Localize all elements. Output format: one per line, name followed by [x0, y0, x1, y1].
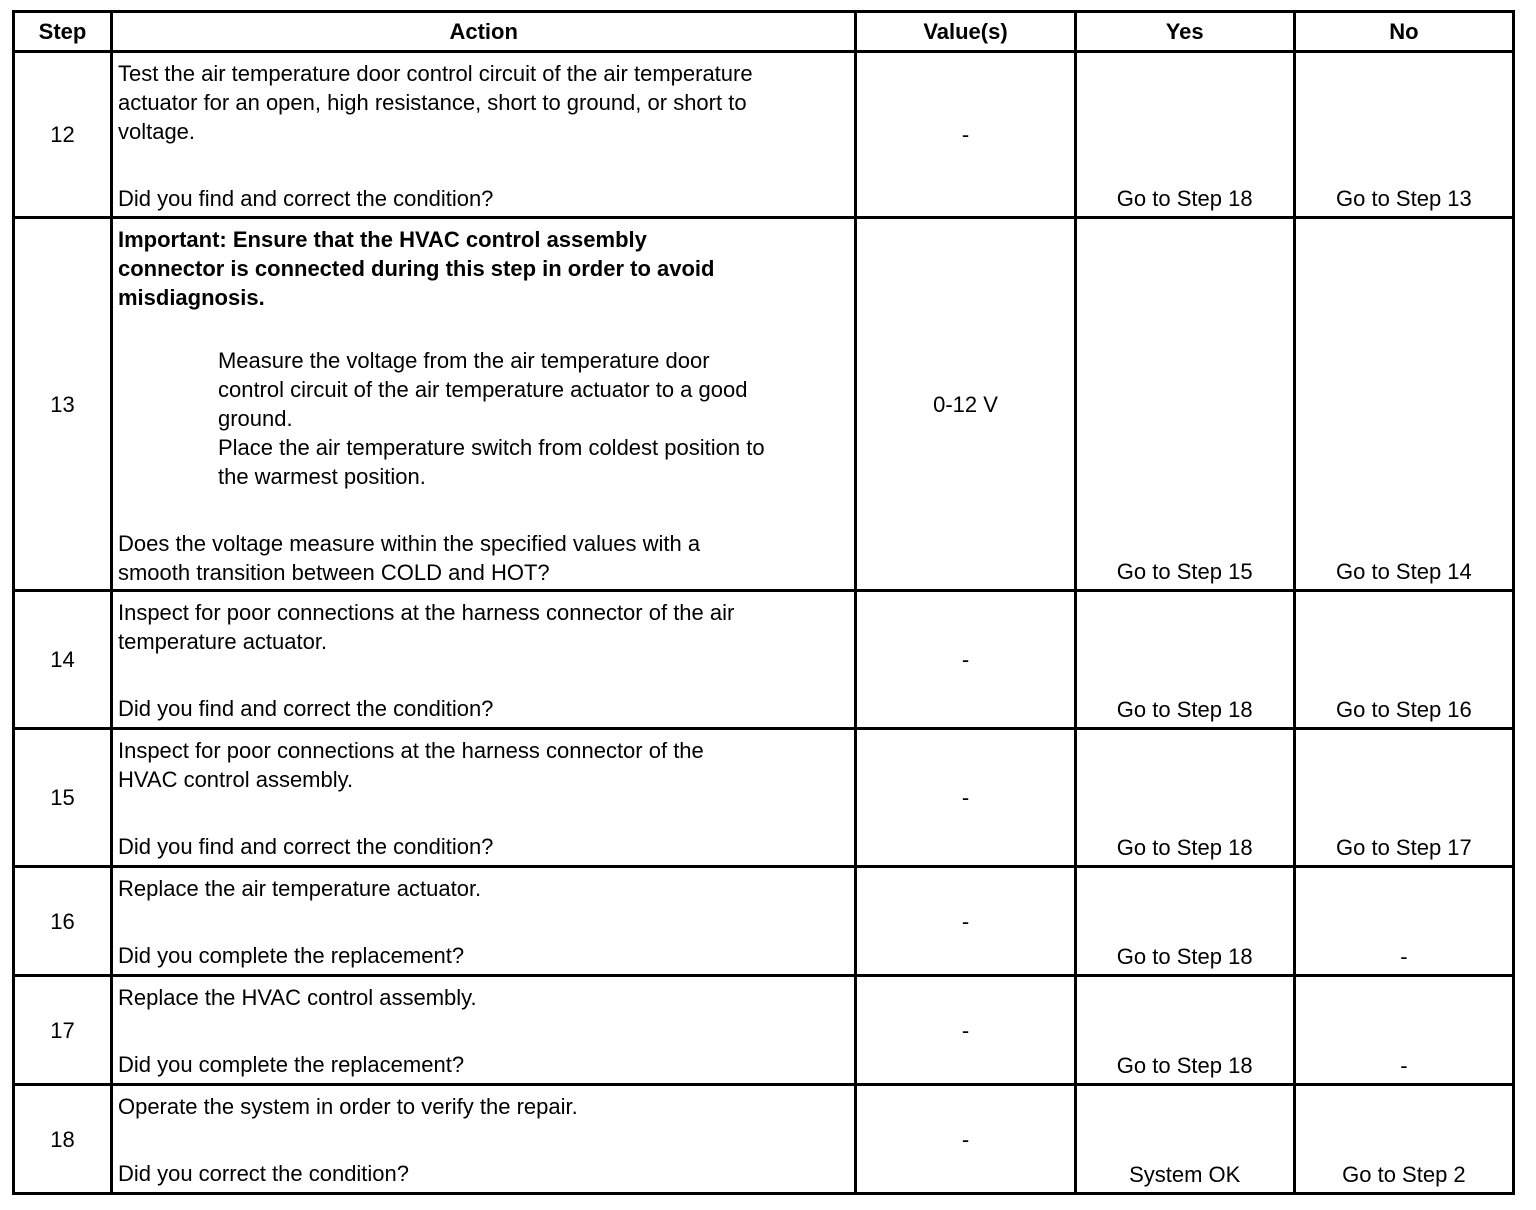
table-row [14, 1085, 1514, 1194]
step-number: 16 [14, 867, 112, 976]
header-action: Action [111, 12, 855, 52]
value-cell: 0-12 V [856, 218, 1075, 591]
step-number: 18 [14, 1085, 112, 1194]
action-question: Did you find and correct the condition? [117, 186, 494, 211]
no-cell: Go to Step 17 [1294, 729, 1513, 867]
action-question: Did you complete the replacement? [117, 1052, 465, 1077]
action-cell [111, 729, 855, 867]
value-cell: - [856, 867, 1075, 976]
action-line: actuator for an open, high resistance, short to ground, or short to [117, 90, 747, 115]
step-number: 17 [14, 976, 112, 1085]
action-line: HVAC control assembly. [117, 767, 354, 792]
step-number: 15 [14, 729, 112, 867]
action-line: voltage. [117, 119, 196, 144]
value-cell: - [856, 729, 1075, 867]
yes-cell: Go to Step 18 [1075, 976, 1294, 1085]
action-cell [111, 591, 855, 729]
important-note-line: connector is connected during this step in order to avoid [117, 256, 715, 281]
yes-cell: Go to Step 15 [1075, 218, 1294, 591]
header-yes: Yes [1075, 12, 1294, 52]
important-note-line: misdiagnosis. [117, 285, 265, 310]
procedure-line: Place the air temperature switch from coldest position to [217, 435, 765, 460]
yes-cell: Go to Step 18 [1075, 591, 1294, 729]
procedure-line: Measure the voltage from the air temperature door [217, 348, 710, 373]
no-cell: Go to Step 16 [1294, 591, 1513, 729]
action-line: Replace the HVAC control assembly. [117, 985, 477, 1010]
action-question: Does the voltage measure within the specified values with a [117, 531, 701, 556]
action-question: Did you correct the condition? [117, 1161, 410, 1186]
action-line: Inspect for poor connections at the harness connector of the air [117, 600, 735, 625]
table-row [14, 867, 1514, 976]
header-step: Step [14, 12, 112, 52]
step-number: 14 [14, 591, 112, 729]
procedure-line: control circuit of the air temperature actuator to a good [217, 377, 748, 402]
header-no: No [1294, 12, 1513, 52]
action-question: smooth transition between COLD and HOT? [117, 560, 550, 585]
action-cell [111, 867, 855, 976]
header-values: Value(s) [856, 12, 1075, 52]
action-line: Replace the air temperature actuator. [117, 876, 482, 901]
table-row [14, 52, 1514, 218]
table-row [14, 591, 1514, 729]
action-line: Inspect for poor connections at the harness connector of the [117, 738, 704, 763]
action-question: Did you find and correct the condition? [117, 834, 494, 859]
action-cell [111, 52, 855, 218]
action-question: Did you find and correct the condition? [117, 696, 494, 721]
yes-cell: Go to Step 18 [1075, 867, 1294, 976]
no-cell: Go to Step 13 [1294, 52, 1513, 218]
header-row [14, 12, 1514, 52]
value-cell: - [856, 52, 1075, 218]
no-cell: - [1294, 976, 1513, 1085]
value-cell: - [856, 1085, 1075, 1194]
step-number: 13 [14, 218, 112, 591]
value-cell: - [856, 976, 1075, 1085]
no-cell: Go to Step 14 [1294, 218, 1513, 591]
action-cell [111, 976, 855, 1085]
yes-cell: System OK [1075, 1085, 1294, 1194]
yes-cell: Go to Step 18 [1075, 729, 1294, 867]
procedure-line: the warmest position. [217, 464, 426, 489]
action-line: temperature actuator. [117, 629, 328, 654]
no-cell: - [1294, 867, 1513, 976]
action-line: Operate the system in order to verify the repair. [117, 1094, 578, 1119]
important-note-line: Important: Ensure that the HVAC control assembly [117, 227, 647, 252]
no-cell: Go to Step 2 [1294, 1085, 1513, 1194]
step-number: 12 [14, 52, 112, 218]
action-cell [111, 1085, 855, 1194]
action-line: Test the air temperature door control circuit of the air temperature [117, 61, 753, 86]
table-row [14, 729, 1514, 867]
action-cell [111, 218, 855, 591]
procedure-line: ground. [217, 406, 293, 431]
diagnostic-table [12, 10, 1515, 1195]
table-row [14, 976, 1514, 1085]
table-row [14, 218, 1514, 591]
yes-cell: Go to Step 18 [1075, 52, 1294, 218]
action-question: Did you complete the replacement? [117, 943, 465, 968]
value-cell: - [856, 591, 1075, 729]
